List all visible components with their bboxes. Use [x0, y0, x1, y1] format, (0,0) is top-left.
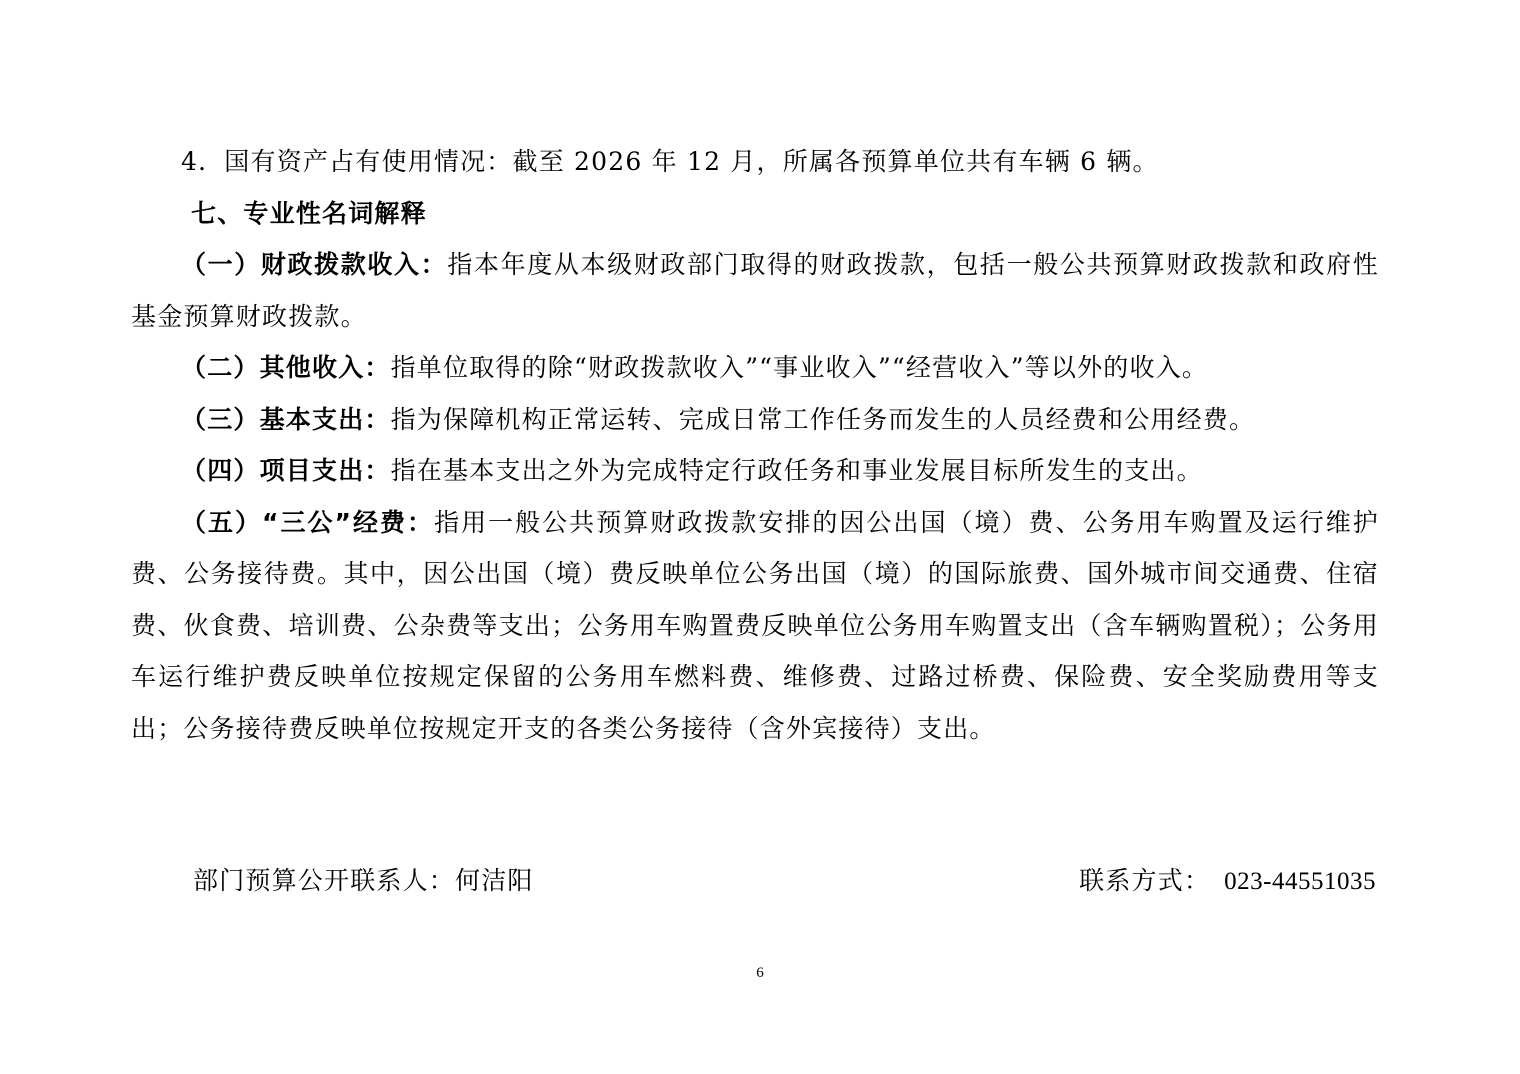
paragraph-text: 4．国有资产占有使用情况：截至 2026 年 12 月，所属各预算单位共有车辆 6 辆。: [181, 147, 1159, 176]
term-label: （三）基本支出：: [181, 404, 391, 434]
definition-text: 指为保障机构正常运转、完成日常工作任务而发生的人员经费和公用经费。: [390, 404, 1256, 434]
section-heading: [131, 188, 1379, 240]
asset-usage-paragraph: [131, 136, 1379, 188]
definition-other-income: [131, 342, 1379, 394]
definition-three-public-expenses: [131, 497, 1379, 755]
document-body: [131, 136, 1379, 754]
phone-label: 联系方式：: [1079, 866, 1211, 895]
definition-text: 指本年度从本级财政部门取得的财政拨款，包括一般公共预算财政拨款和政府性基金预算财政拨款。: [131, 250, 1379, 331]
heading-text: 七、专业性名词解释: [191, 198, 427, 228]
phone-number: 023-44551035: [1224, 868, 1376, 895]
definition-basic-expenditure: [131, 394, 1379, 446]
contact-row: [131, 858, 1376, 903]
term-label: （二）其他收入：: [181, 353, 391, 382]
page-number: 6: [756, 965, 764, 981]
term-label: （一）财政拨款收入：: [181, 250, 448, 279]
definition-fiscal-appropriation: [131, 239, 1379, 342]
definition-project-expenditure: [131, 445, 1379, 497]
definition-text: 指用一般公共预算财政拨款安排的因公出国（境）费、公务用车购置及运行维护费、公务接待费。其中，因公出国（境）费反映单位公务出国（境）的国际旅费、国外城市间交通费、住宿费、伙食费、培训费、公杂费等支出；公务用车购置费反映单位公务用车购置支出（含车辆购置税）；公务用车运行维护费反映单位按规定保留的公务用车燃料费、维修费、过路过桥费、保险费、安全奖励费用等支出；公务接待费反映单位按规定开支的各类公务接待（含外宾接待）支出。: [131, 507, 1379, 743]
contact-person: 部门预算公开联系人：何洁阳: [193, 866, 534, 895]
term-label: （四）项目支出：: [181, 456, 391, 485]
definition-text: 指单位取得的除“财政拨款收入”“事业收入”“经营收入”等以外的收入。: [390, 353, 1209, 382]
definition-text: 指在基本支出之外为完成特定行政任务和事业发展目标所发生的支出。: [390, 456, 1203, 485]
contact-phone: [1079, 858, 1376, 904]
term-label: （五）“三公”经费：: [181, 507, 435, 537]
